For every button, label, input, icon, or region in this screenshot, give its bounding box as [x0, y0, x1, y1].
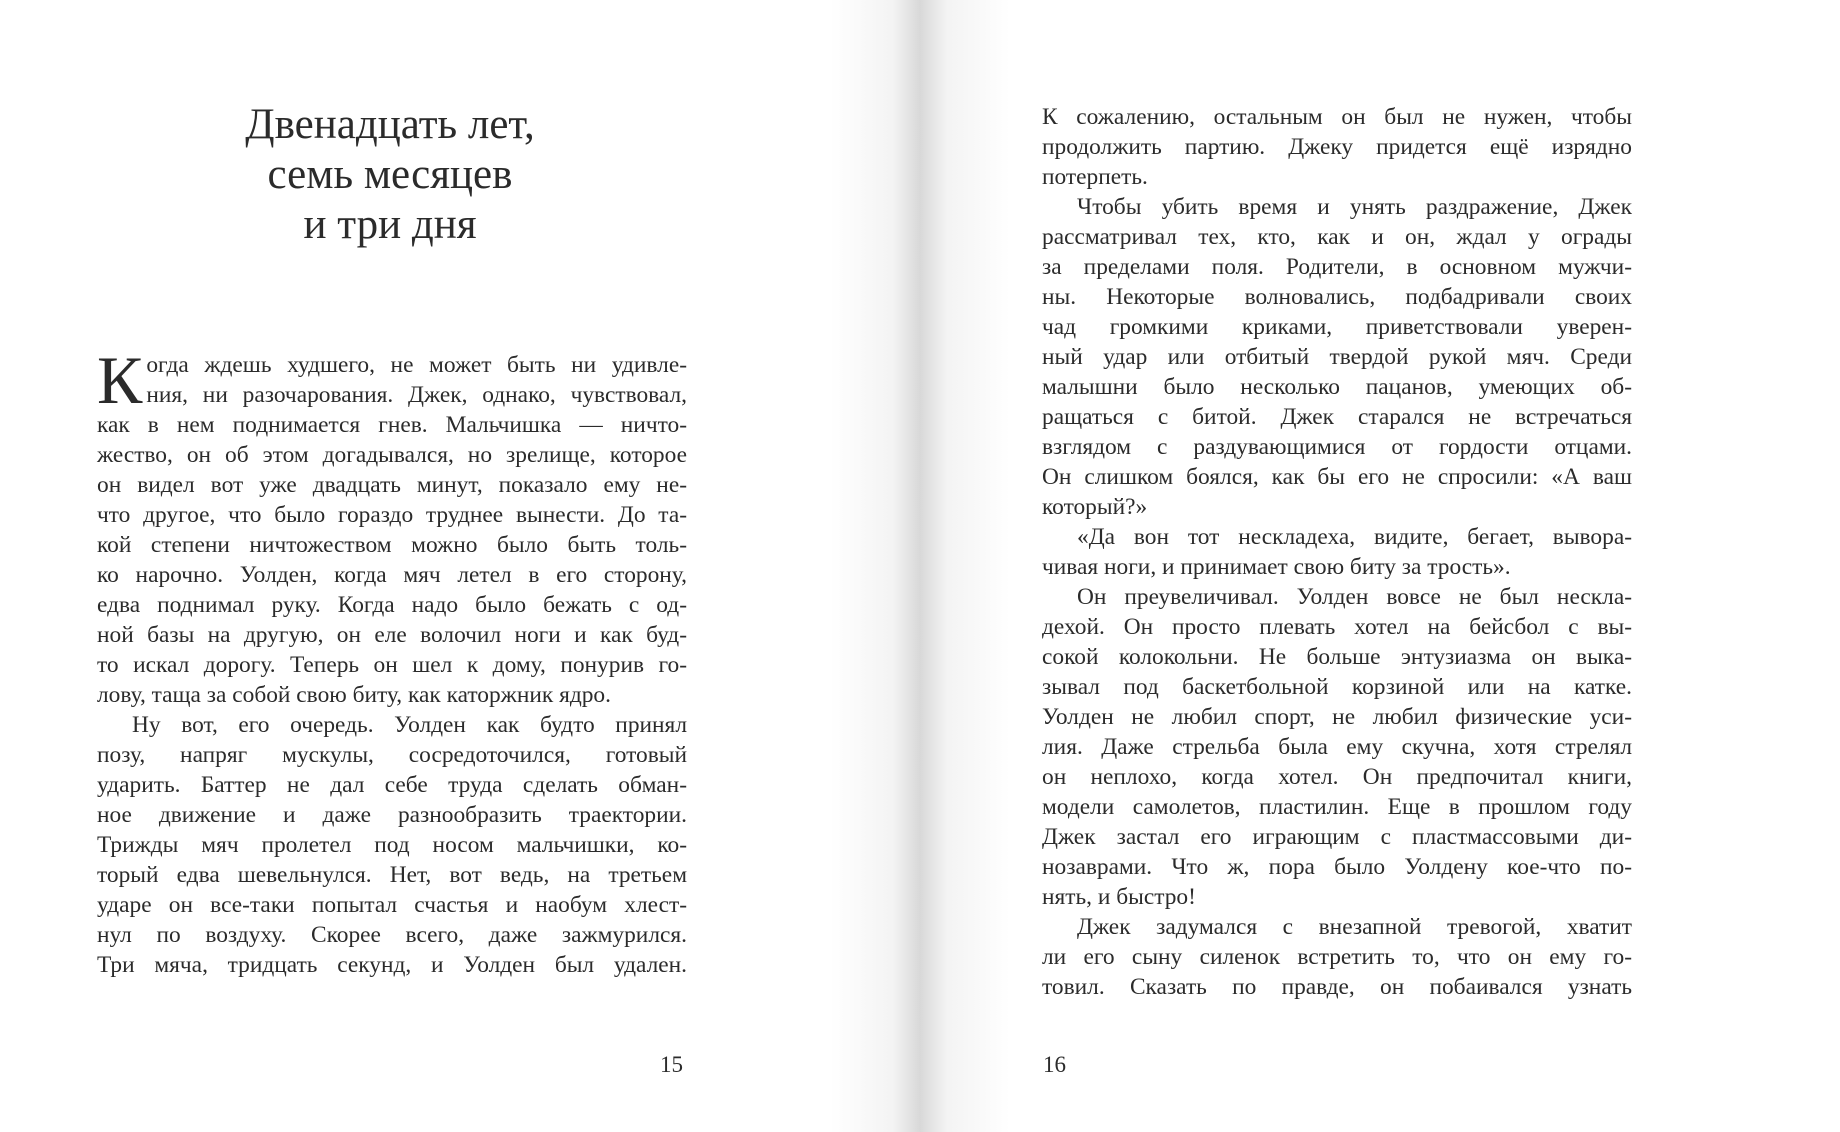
text-line: кой степени ничтожеством можно было быть толь-: [97, 532, 687, 558]
text-line: ное движение и даже разнообразить траектории.: [97, 802, 687, 828]
text-line: Он преувеличивал. Уолден вовсе не был нескла-: [1077, 584, 1632, 610]
text-line: он видел вот уже двадцать минут, показало ему не-: [97, 472, 687, 498]
text-line: Уолден не любил спорт, не любил физические уси-: [1042, 704, 1632, 730]
text-line: то искал дорогу. Теперь он шел к дому, понурив го-: [97, 652, 687, 678]
right-page: [920, 0, 1840, 1132]
text-line: Он слишком боялся, как бы его не спросили: «А ваш: [1042, 464, 1632, 490]
text-line: К сожалению, остальным он был не нужен, чтобы: [1042, 104, 1632, 130]
text-line: ко нарочно. Уолден, когда мяч летел в его сторону,: [97, 562, 687, 588]
text-line: Чтобы убить время и унять раздражение, Джек: [1077, 194, 1632, 220]
text-line: модели самолетов, пластилин. Еще в прошлом году: [1042, 794, 1632, 820]
text-line: чивая ноги, и принимает свою биту за трость».: [1042, 554, 1511, 580]
text-line: Джек задумался с внезапной тревогой, хватит: [1077, 914, 1632, 940]
text-line: жество, он об этом догадывался, но зрелище, которое: [97, 442, 687, 468]
text-line: Трижды мяч пролетел под носом мальчишки, ко-: [97, 832, 687, 858]
text-line: взглядом с раздувающимися от гордости отцами.: [1042, 434, 1632, 460]
text-line: позу, напряг мускулы, сосредоточился, готовый: [97, 742, 687, 768]
text-line: «Да вон тот нескладеха, видите, бегает, вывора-: [1077, 524, 1632, 550]
text-line: ращаться с битой. Джек старался не встречаться: [1042, 404, 1632, 430]
text-line: огда ждешь худшего, не может быть ни удивле-: [146, 352, 687, 378]
page-number: 15: [660, 1052, 683, 1077]
left-page-text: [97, 342, 687, 980]
text-line: товил. Сказать по правде, он побаивался узнать: [1042, 974, 1632, 1000]
text-line: как в нем поднимается гнев. Мальчишка — ничто-: [97, 412, 687, 438]
chapter-title-line: Двенадцать лет,: [245, 101, 535, 148]
text-line: торый едва шевельнулся. Нет, вот ведь, на третьем: [97, 862, 687, 888]
chapter-title-line: и три дня: [303, 201, 477, 248]
text-line: чад громкими криками, приветствовали уверен-: [1042, 314, 1632, 340]
text-line: ударить. Баттер не дал себе труда сделать обман-: [97, 772, 687, 798]
text-line: Ну вот, его очередь. Уолден как будто принял: [132, 712, 687, 738]
text-line: он неплохо, когда хотел. Он предпочитал книги,: [1042, 764, 1632, 790]
text-line: нять, и быстро!: [1042, 884, 1196, 910]
text-line: ли его сыну силенок встретить то, что он ему го-: [1042, 944, 1632, 970]
text-line: Джек застал его играющим с пластмассовыми ди-: [1042, 824, 1632, 850]
text-line: малышни было несколько пацанов, умеющих об-: [1042, 374, 1632, 400]
text-line: нозаврами. Что ж, пора было Уолдену кое-что по-: [1042, 854, 1632, 880]
right-page-text: [1042, 102, 1632, 1002]
text-line: лову, таща за собой свою биту, как каторжник ядро.: [97, 682, 611, 708]
text-line: потерпеть.: [1042, 164, 1148, 190]
text-line: ударе он все-таки попытал счастья и наобум хлест-: [97, 892, 687, 918]
chapter-title: [200, 100, 580, 250]
text-line: продолжить партию. Джеку придется ещё изрядно: [1042, 134, 1632, 160]
text-line: ны. Некоторые волновались, подбадривали своих: [1042, 284, 1632, 310]
chapter-title-line: семь месяцев: [267, 151, 513, 198]
text-line: зывал под баскетбольной корзиной или на катке.: [1042, 674, 1632, 700]
text-line: Три мяча, тридцать секунд, и Уолден был удален.: [97, 952, 687, 978]
text-line: едва поднимал руку. Когда надо было бежать с од-: [97, 592, 687, 618]
text-line: дехой. Он просто плевать хотел на бейсбол с вы-: [1042, 614, 1632, 640]
page-number: 16: [1043, 1052, 1066, 1077]
text-line: ния, ни разочарования. Джек, однако, чувствовал,: [146, 382, 687, 408]
text-line: который?»: [1042, 494, 1148, 520]
text-line: нул по воздуху. Скорее всего, даже зажмурился.: [97, 922, 687, 948]
text-line: ный удар или отбитый твердой рукой мяч. Среди: [1042, 344, 1632, 370]
text-line: лия. Даже стрельба была ему скучна, хотя стрелял: [1042, 734, 1632, 760]
text-line: за пределами поля. Родители, в основном мужчи-: [1042, 254, 1632, 280]
drop-cap: К: [97, 342, 143, 418]
text-line: сокой колокольни. Не больше энтузиазма он выка-: [1042, 644, 1632, 670]
text-line: ной базы на другую, он еле волочил ноги и как буд-: [97, 622, 687, 648]
text-line: что другое, что было гораздо труднее вынести. До та-: [97, 502, 687, 528]
text-line: рассматривал тех, кто, как и он, ждал у ограды: [1042, 224, 1632, 250]
